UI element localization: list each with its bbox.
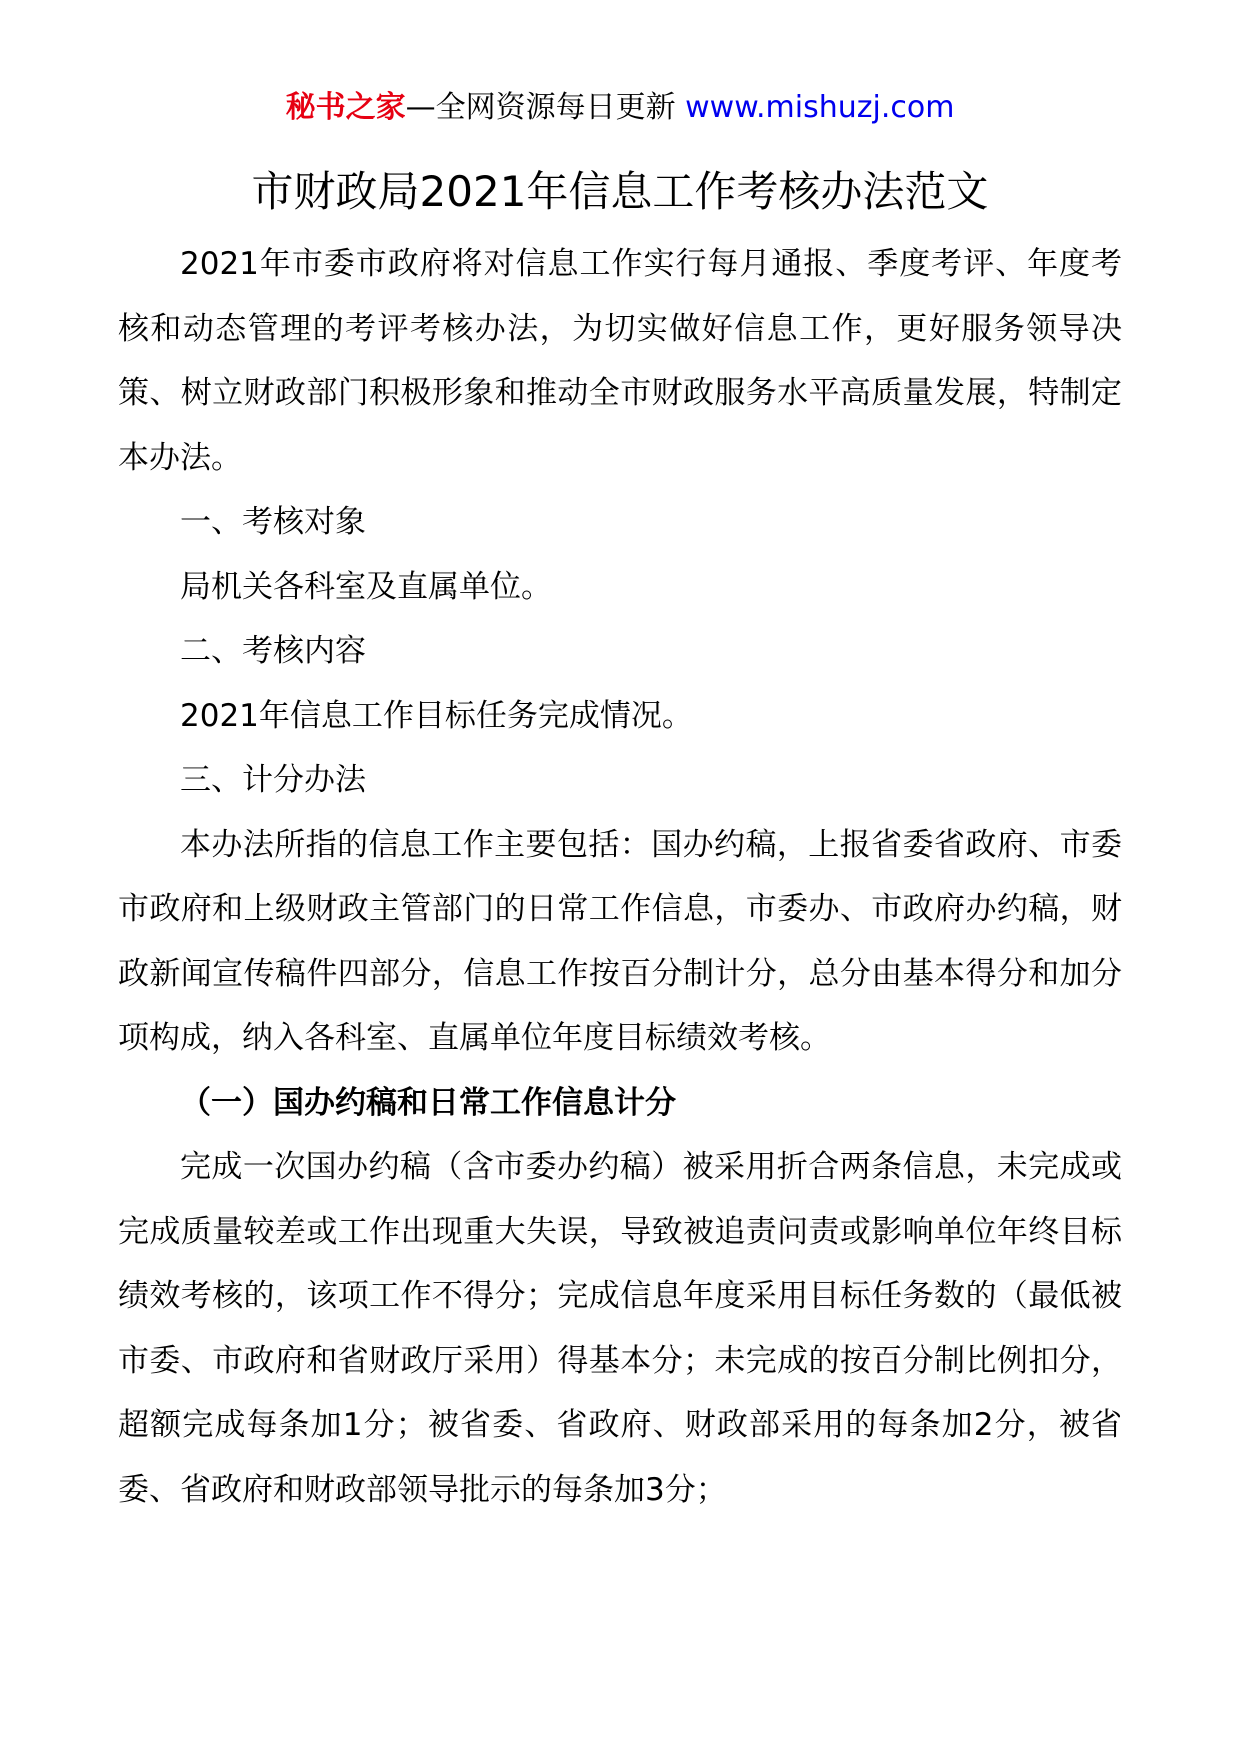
- banner-tagline: —全网资源每日更新: [405, 90, 686, 125]
- section-heading-assessment-target: 一、考核对象: [180, 504, 366, 540]
- intro-paragraph: 2021年市委市政府将对信息工作实行每月通报、季度考评、年度考核和动态管理的考评考核办法，为切实做好信息工作，更好服务领导决策、树立财政部门积极形象和推动全市财政服务水平高质量发展，特制定本办法。: [118, 246, 1122, 476]
- section-heading-assessment-content: 二、考核内容: [180, 633, 366, 669]
- scoring-method-paragraph: 本办法所指的信息工作主要包括：国办约稿，上报省委省政府、市委市政府和上级财政主管部门的日常工作信息，市委办、市政府办约稿，财政新闻宣传稿件四部分，信息工作按百分制计分，总分由基本得分和加分项构成，纳入各科室、直属单位年度目标绩效考核。: [118, 826, 1122, 1056]
- site-url-link[interactable]: www.mishuzj.com: [685, 90, 955, 125]
- document-body: [118, 232, 1122, 1522]
- subsection-heading-scoring: （一）国办约稿和日常工作信息计分: [180, 1084, 676, 1121]
- brand-name: 秘书之家: [285, 90, 406, 125]
- scoring-detail-paragraph: 完成一次国办约稿（含市委办约稿）被采用折合两条信息，未完成或完成质量较差或工作出现重大失误，导致被追责问责或影响单位年终目标绩效考核的，该项工作不得分；完成信息年度采用目标任务数的（最低被市委、市政府和省财政厅采用）得基本分；未完成的按百分制比例扣分，超额完成每条加1分；被省委、省政府、财政部采用的每条加2分，被省委、省政府和财政部领导批示的每条加3分；: [118, 1149, 1122, 1508]
- section-heading-scoring-method: 三、计分办法: [180, 762, 366, 798]
- site-banner: [0, 88, 1240, 128]
- assessment-content-paragraph: 2021年信息工作目标任务完成情况。: [180, 697, 693, 734]
- document-title: 市财政局2021年信息工作考核办法范文: [251, 167, 989, 216]
- assessment-target-paragraph: 局机关各科室及直属单位。: [180, 568, 552, 605]
